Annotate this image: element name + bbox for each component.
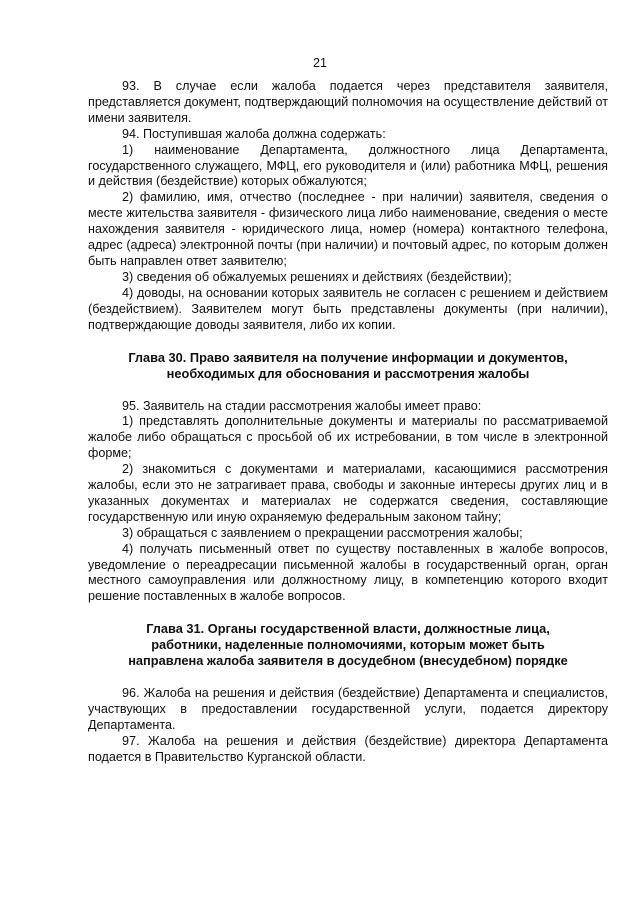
chapter-31-heading <box>88 621 608 669</box>
paragraph-95-item-2: 2) знакомиться с документами и материалами, касающимися рассмотрения жалобы, если это не затрагивает права, свободы и законные интересы других лиц и в указанных документах и материалах не содержатся сведения, составляющие государственную или иную охраняемую федеральным законом тайну; <box>88 462 608 524</box>
paragraph-95: 95. Заявитель на стадии рассмотрения жалобы имеет право: <box>122 398 482 413</box>
paragraph-94-item-2: 2) фамилию, имя, отчество (последнее - при наличии) заявителя, сведения о месте жительства заявителя - физического лица либо наименование, сведения о месте нахождения заявителя - юридического лица, номер (номера) контактного телефона, адрес (адреса) электронной почты (при наличии) и почтовый адрес, по которым должен быть направлен ответ заявителю; <box>88 190 608 268</box>
paragraph-94: 94. Поступившая жалоба должна содержать: <box>122 126 386 141</box>
chapter-31-heading-line-3: направлена жалоба заявителя в досудебном (внесудебном) порядке <box>128 653 568 669</box>
paragraph-95-item-1: 1) представлять дополнительные документы и материалы по рассматриваемой жалобе либо обращаться с просьбой об их истребовании, в том числе в электронной форме; <box>88 414 608 461</box>
paragraph-94-item-1: 1) наименование Департамента, должностного лица Департамента, государственного служащего, МФЦ, его руководителя и (или) работника МФЦ, решения и действия (бездействие) которых обжалуются; <box>88 142 608 189</box>
paragraph-96: 96. Жалоба на решения и действия (бездействие) Департамента и специалистов, участвующих в предоставлении государственной услуги, подается директору Департамента. <box>88 686 608 733</box>
paragraph-97: 97. Жалоба на решения и действия (бездействие) директора Департамента подается в Правительство Курганской области. <box>88 734 608 764</box>
chapter-31-heading-line-2: работники, наделенные полномочиями, которым может быть <box>151 637 545 653</box>
paragraph-93: 93. В случае если жалоба подается через представителя заявителя, представляется документ, подтверждающий полномочия на осуществление действий от имени заявителя. <box>88 79 608 125</box>
paragraph-95-item-3: 3) обращаться с заявлением о прекращении рассмотрения жалобы; <box>122 525 523 540</box>
chapter-30-heading <box>88 350 608 382</box>
document-body <box>88 79 608 766</box>
chapter-31-heading-line-1: Глава 31. Органы государственной власти, должностные лица, <box>146 621 550 637</box>
paragraph-95-item-4: 4) получать письменный ответ по существу поставленных в жалобе вопросов, уведомление о переадресации письменной жалобы в государственный орган, орган местного самоуправления или должностному лицу, в компетенцию которого входит решение поставленных в жалобе вопросов. <box>88 541 608 604</box>
paragraph-94-item-4: 4) доводы, на основании которых заявитель не согласен с решением и действием (бездействием). Заявителем могут быть представлены документы (при наличии), подтверждающие доводы заявителя, либо их копии. <box>88 285 608 332</box>
chapter-30-heading-line-2: необходимых для обоснования и рассмотрения жалобы <box>166 365 530 381</box>
paragraph-94-item-3: 3) сведения об обжалуемых решениях и действиях (бездействии); <box>122 269 512 284</box>
chapter-30-heading-line-1: Глава 30. Право заявителя на получение информации и документов, <box>128 349 568 365</box>
page-number: 21 <box>313 56 327 70</box>
